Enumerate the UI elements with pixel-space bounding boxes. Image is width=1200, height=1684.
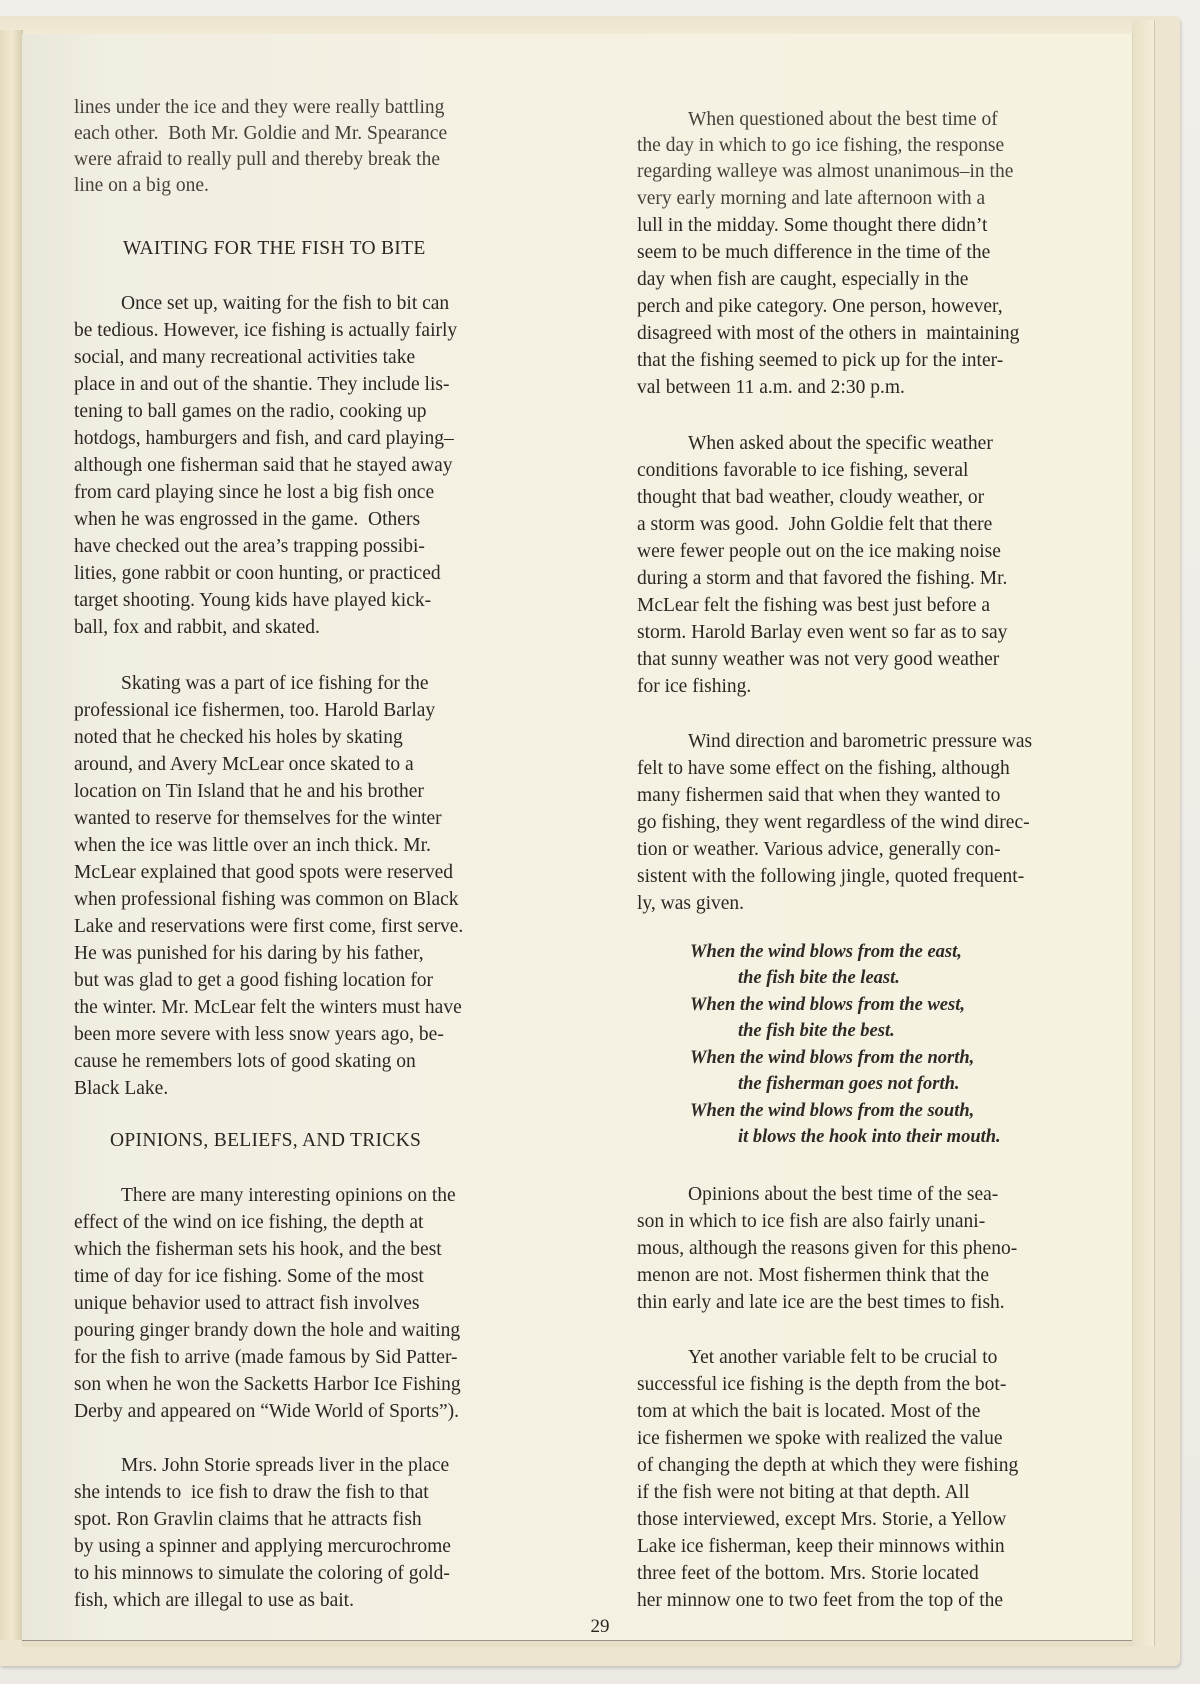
page-right-edge bbox=[1132, 20, 1155, 1646]
text-line: disagreed with most of the others in maintaining bbox=[637, 323, 1020, 344]
text-line: when the ice was little over an inch thick. Mr. bbox=[74, 835, 431, 856]
text-line: to his minnows to simulate the coloring of gold- bbox=[74, 1563, 450, 1584]
section-heading-opinions: OPINIONS, BELIEFS, AND TRICKS bbox=[110, 1130, 422, 1151]
text-line: When questioned about the best time of bbox=[688, 109, 998, 130]
text-line: location on Tin Island that he and his brother bbox=[74, 781, 424, 802]
jingle-line: the fisherman goes not forth. bbox=[738, 1074, 960, 1094]
text-line: were fewer people out on the ice making noise bbox=[637, 541, 1001, 562]
text-line: Once set up, waiting for the fish to bit can bbox=[121, 293, 450, 314]
text-line: fish, which are illegal to use as bait. bbox=[74, 1590, 354, 1611]
text-line: spot. Ron Gravlin claims that he attracts fish bbox=[74, 1509, 422, 1530]
text-line: son in which to ice fish are also fairly unani- bbox=[637, 1211, 986, 1232]
text-line: ly, was given. bbox=[637, 893, 745, 914]
text-line: have checked out the area’s trapping possibi- bbox=[74, 536, 425, 557]
text-line: Black Lake. bbox=[74, 1078, 169, 1099]
left-page-spine bbox=[0, 30, 23, 1640]
text-line: for ice fishing. bbox=[637, 676, 752, 697]
text-line: storm. Harold Barlay even went so far as to say bbox=[637, 622, 1008, 643]
text-line: unique behavior used to attract fish involves bbox=[74, 1293, 420, 1314]
text-line: ice fishermen we spoke with realized the value bbox=[637, 1428, 1003, 1449]
text-line: pouring ginger brandy down the hole and waiting bbox=[74, 1320, 461, 1341]
text-line: when he was engrossed in the game. Others bbox=[74, 509, 421, 530]
text-line: sistent with the following jingle, quoted frequent- bbox=[637, 866, 1025, 887]
text-line: When asked about the specific weather bbox=[688, 433, 993, 454]
text-line: go fishing, they went regardless of the wind direc- bbox=[637, 812, 1030, 833]
text-line: she intends to ice fish to draw the fish to that bbox=[74, 1482, 429, 1503]
page-number: 29 bbox=[590, 1616, 610, 1637]
text-line: those interviewed, except Mrs. Storie, a Yellow bbox=[637, 1509, 1007, 1530]
text-line: lull in the midday. Some thought there didn’t bbox=[637, 215, 988, 236]
text-line: for the fish to arrive (made famous by Sid Patter- bbox=[74, 1347, 458, 1368]
text-line: the day in which to go ice fishing, the response bbox=[637, 135, 1005, 156]
jingle-line: When the wind blows from the south, bbox=[690, 1101, 975, 1121]
section-heading-waiting: WAITING FOR THE FISH TO BITE bbox=[123, 238, 426, 259]
text-line: wanted to reserve for themselves for the winter bbox=[74, 808, 442, 829]
text-line: Lake ice fisherman, keep their minnows within bbox=[637, 1536, 1005, 1557]
jingle-line: the fish bite the least. bbox=[738, 968, 900, 988]
text-line: seem to be much difference in the time of the bbox=[637, 242, 991, 263]
text-line: that sunny weather was not very good weather bbox=[637, 649, 1000, 670]
text-line: that the fishing seemed to pick up for the inter- bbox=[637, 350, 1004, 371]
text-line: were afraid to really pull and thereby break the bbox=[74, 149, 440, 170]
text-line: conditions favorable to ice fishing, several bbox=[637, 460, 969, 481]
text-line: her minnow one to two feet from the top of the bbox=[637, 1590, 1004, 1611]
text-line: lines under the ice and they were really battling bbox=[74, 97, 445, 118]
jingle-line: When the wind blows from the east, bbox=[690, 942, 962, 962]
text-line: place in and out of the shantie. They include lis- bbox=[74, 374, 450, 395]
text-line: thin early and late ice are the best times to fish. bbox=[637, 1292, 1005, 1313]
text-line: hotdogs, hamburgers and fish, and card playing– bbox=[74, 428, 454, 449]
text-line: Wind direction and barometric pressure was bbox=[688, 731, 1033, 752]
text-line: ball, fox and rabbit, and skated. bbox=[74, 617, 320, 638]
text-line: tom at which the bait is located. Most of the bbox=[637, 1401, 981, 1422]
text-line: noted that he checked his holes by skating bbox=[74, 727, 403, 748]
jingle-line: it blows the hook into their mouth. bbox=[738, 1127, 1001, 1147]
text-line: if the fish were not biting at that depth. All bbox=[637, 1482, 970, 1503]
text-line: be tedious. However, ice fishing is actually fairly bbox=[74, 320, 458, 341]
text-line: tening to ball games on the radio, cooking up bbox=[74, 401, 427, 422]
text-line: professional ice fishermen, too. Harold Barlay bbox=[74, 700, 436, 721]
text-line: regarding walleye was almost unanimous–in the bbox=[637, 161, 1014, 182]
text-line: during a storm and that favored the fishing. Mr. bbox=[637, 568, 1008, 589]
text-line: McLear felt the fishing was best just before a bbox=[637, 595, 991, 616]
text-line: been more severe with less snow years ago, be- bbox=[74, 1024, 444, 1045]
text-line: time of day for ice fishing. Some of the most bbox=[74, 1266, 424, 1287]
text-line: target shooting. Young kids have played kick- bbox=[74, 590, 432, 611]
page-bottom-edge bbox=[22, 1640, 1132, 1647]
text-line: line on a big one. bbox=[74, 175, 209, 196]
text-line: of changing the depth at which they were fishing bbox=[637, 1455, 1019, 1476]
text-line: although one fisherman said that he stayed away bbox=[74, 455, 453, 476]
text-line: from card playing since he lost a big fish once bbox=[74, 482, 435, 503]
text-line: Yet another variable felt to be crucial to bbox=[688, 1347, 998, 1368]
text-line: perch and pike category. One person, however, bbox=[637, 296, 1003, 317]
text-line: menon are not. Most fishermen think that the bbox=[637, 1265, 990, 1286]
text-line: thought that bad weather, cloudy weather, or bbox=[637, 487, 985, 508]
text-line: effect of the wind on ice fishing, the depth at bbox=[74, 1212, 424, 1233]
text-line: Lake and reservations were first come, first serve. bbox=[74, 916, 464, 937]
text-line: Opinions about the best time of the sea- bbox=[688, 1184, 999, 1205]
text-line: day when fish are caught, especially in the bbox=[637, 269, 969, 290]
page-top-edge bbox=[0, 16, 1132, 35]
text-line: Mrs. John Storie spreads liver in the place bbox=[121, 1455, 450, 1476]
text-line: mous, although the reasons given for this pheno- bbox=[637, 1238, 1018, 1259]
text-line: Derby and appeared on “Wide World of Sports”). bbox=[74, 1401, 459, 1422]
text-line: son when he won the Sacketts Harbor Ice Fishing bbox=[74, 1374, 461, 1395]
text-line: lities, gone rabbit or coon hunting, or practiced bbox=[74, 563, 441, 584]
text-line: when professional fishing was common on Black bbox=[74, 889, 459, 910]
text-line: McLear explained that good spots were reserved bbox=[74, 862, 454, 883]
text-line: but was glad to get a good fishing location for bbox=[74, 970, 434, 991]
text-line: very early morning and late afternoon with a bbox=[637, 188, 986, 209]
text-line: tion or weather. Various advice, generally con- bbox=[637, 839, 1001, 860]
text-line: successful ice fishing is the depth from the bot- bbox=[637, 1374, 1007, 1395]
text-line: cause he remembers lots of good skating on bbox=[74, 1051, 416, 1072]
text-line: three feet of the bottom. Mrs. Storie located bbox=[637, 1563, 979, 1584]
text-line: There are many interesting opinions on the bbox=[121, 1185, 456, 1206]
text-line: many fishermen said that when they wanted to bbox=[637, 785, 1001, 806]
text-line: He was punished for his daring by his father, bbox=[74, 943, 424, 964]
text-line: which the fisherman sets his hook, and the best bbox=[74, 1239, 442, 1260]
text-line: Skating was a part of ice fishing for the bbox=[121, 673, 429, 694]
jingle-line: the fish bite the best. bbox=[738, 1021, 895, 1041]
text-line: each other. Both Mr. Goldie and Mr. Spearance bbox=[74, 123, 448, 144]
text-line: a storm was good. John Goldie felt that there bbox=[637, 514, 993, 535]
text-line: felt to have some effect on the fishing, although bbox=[637, 758, 1010, 779]
text-line: val between 11 a.m. and 2:30 p.m. bbox=[637, 377, 905, 398]
text-line: the winter. Mr. McLear felt the winters must have bbox=[74, 997, 462, 1018]
text-line: social, and many recreational activities take bbox=[74, 347, 416, 368]
jingle-line: When the wind blows from the west, bbox=[690, 995, 965, 1015]
text-line: around, and Avery McLear once skated to a bbox=[74, 754, 414, 775]
text-line: by using a spinner and applying mercurochrome bbox=[74, 1536, 451, 1557]
jingle-line: When the wind blows from the north, bbox=[690, 1048, 975, 1068]
